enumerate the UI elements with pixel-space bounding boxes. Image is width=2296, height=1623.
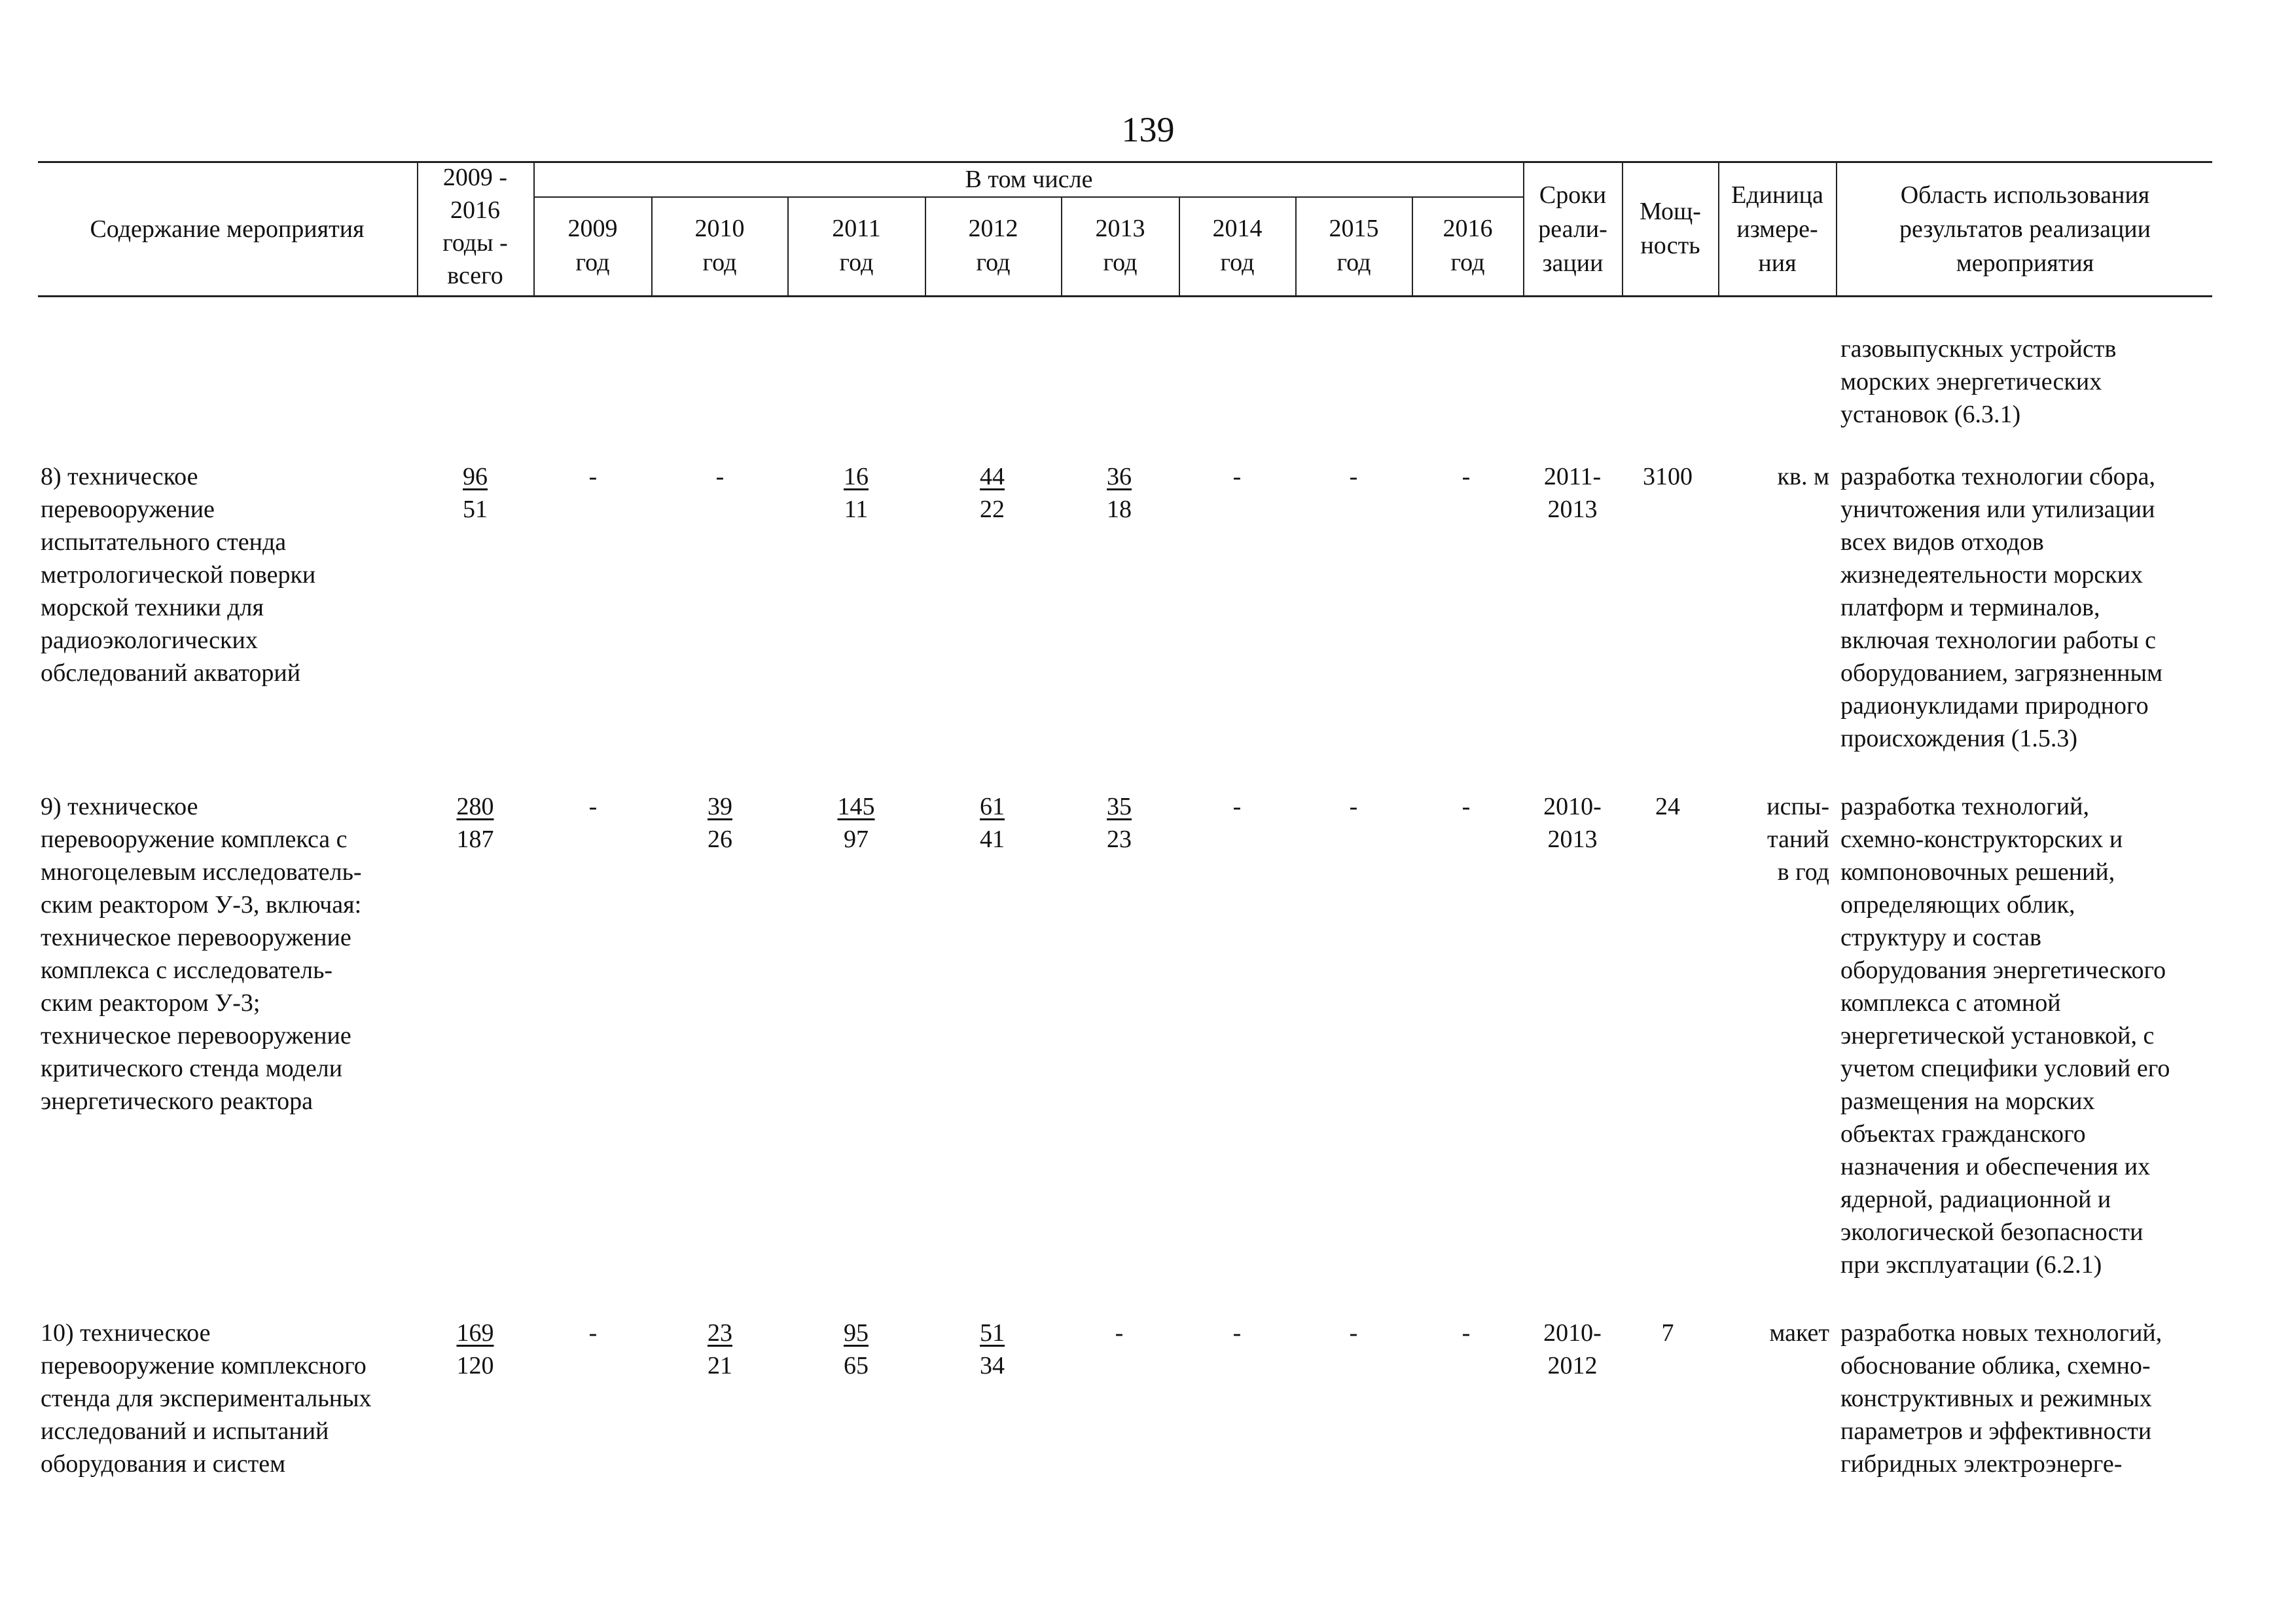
value-2016: - [1462,1319,1471,1347]
value-2014: - [1232,1319,1242,1347]
column-divider [417,162,418,295]
usage-area: разработка технологий, схемно-конструкторских и компоновочных решений, определяющих облик, структуру и состав оборудования энергетического комплекса с атомной энергетической установкой, с учетом специфики условий его размещения на морских объектах гражданского назначения и обеспечения их ядерной, радиационной и экологической безопасности при эксплуатации (6.2.1) [1840,793,2170,1279]
header-year-2009: 2009 год [567,215,618,276]
total-value: $\frac{169}{120}$ [456,1319,494,1379]
value-2013: $\frac{36}{18}$ [1107,463,1132,523]
value-2009: - [588,1319,598,1347]
header-subrule [533,196,1523,198]
header-terms: Сроки реали- зации [1538,181,1607,277]
column-divider [1412,196,1413,295]
header-area: Область использования результатов реализации мероприятия [1899,181,2151,277]
row-description: 9) техническое перевооружение комплекса с многоцелевым исследователь- ским реактором У-3, включая: техническое перевооружение комплекса с исследователь- ским реактором У-3; техническое перевооружение критического стенда модели энергетического реактора [41,793,362,1115]
value-2009: - [588,463,598,490]
header-including: В том числе [965,166,1093,193]
value-2011: $\frac{145}{97}$ [837,793,875,853]
column-divider [533,162,535,295]
page-number: 139 [1121,110,1175,149]
header-year-2014: 2014 год [1212,215,1263,276]
value-2011: $\frac{16}{11}$ [844,463,869,523]
header-year-2016: 2016 год [1443,215,1493,276]
column-divider [1836,162,1837,295]
measure-unit: испы- таний в год [1767,793,1829,886]
value-2009: - [588,793,598,820]
value-2016: - [1462,793,1471,820]
value-2014: - [1232,793,1242,820]
value-2013: $\frac{35}{23}$ [1107,793,1132,853]
header-year-2011: 2011 год [832,215,881,276]
column-divider [1061,196,1062,295]
value-2011: $\frac{95}{65}$ [844,1319,869,1379]
value-2015: - [1349,793,1358,820]
column-divider [1179,196,1180,295]
measure-unit: кв. м [1777,463,1829,490]
usage-area: разработка технологии сбора, уничтожения или утилизации всех видов отходов жизнедеятельности морских платформ и терминалов, включая технологии работы с оборудованием, загрязненным радионуклидами природного происхождения (1.5.3) [1840,463,2163,752]
value-2012: $\frac{51}{34}$ [980,1319,1005,1379]
realization-terms: 2010- 2012 [1543,1319,1602,1379]
column-divider [1295,196,1297,295]
value-2015: - [1349,463,1358,490]
measure-unit: макет [1769,1319,1829,1347]
column-divider [651,196,653,295]
usage-area: разработка новых технологий, обоснование облика, схемно- конструктивных и режимных параметров и эффективности гибридных электроэнерге- [1840,1319,2162,1478]
column-divider [1523,162,1524,295]
header-year-2015: 2015 год [1329,215,1379,276]
header-total: 2009 - 2016 годы - всего [442,164,508,289]
capacity: 7 [1661,1319,1674,1347]
value-2010: - [715,463,725,490]
header-unit: Единица измере- ния [1731,181,1823,277]
capacity: 3100 [1643,463,1693,490]
total-value: $\frac{96}{51}$ [463,463,488,523]
value-2013: - [1115,1319,1124,1347]
value-2014: - [1232,463,1242,490]
header-year-2012: 2012 год [968,215,1018,276]
column-divider [1622,162,1623,295]
realization-terms: 2010- 2013 [1543,793,1602,853]
row-description: 8) техническое перевооружение испытательного стенда метрологической поверки морской техники для радиоэкологических обследований акваторий [41,463,316,687]
value-2015: - [1349,1319,1358,1347]
header-content: Содержание мероприятия [90,215,365,243]
value-2010: $\frac{23}{21}$ [708,1319,732,1379]
continuation-area: газовыпускных устройств морских энергетических установок (6.3.1) [1840,335,2117,428]
value-2012: $\frac{61}{41}$ [980,793,1005,853]
capacity: 24 [1655,793,1680,820]
column-divider [925,196,926,295]
header-power: Мощ- ность [1640,198,1701,259]
value-2016: - [1462,463,1471,490]
column-divider [1718,162,1719,295]
column-divider [787,196,789,295]
header-year-2013: 2013 год [1095,215,1145,276]
row-description: 10) техническое перевооружение комплексного стенда для экспериментальных исследований и испытаний оборудования и систем [41,1319,372,1478]
total-value: $\frac{280}{187}$ [456,793,494,853]
table-header-bottom-rule [38,295,2212,297]
realization-terms: 2011- 2013 [1543,463,1602,523]
header-year-2010: 2010 год [694,215,745,276]
value-2010: $\frac{39}{26}$ [708,793,732,853]
value-2012: $\frac{44}{22}$ [980,463,1005,523]
